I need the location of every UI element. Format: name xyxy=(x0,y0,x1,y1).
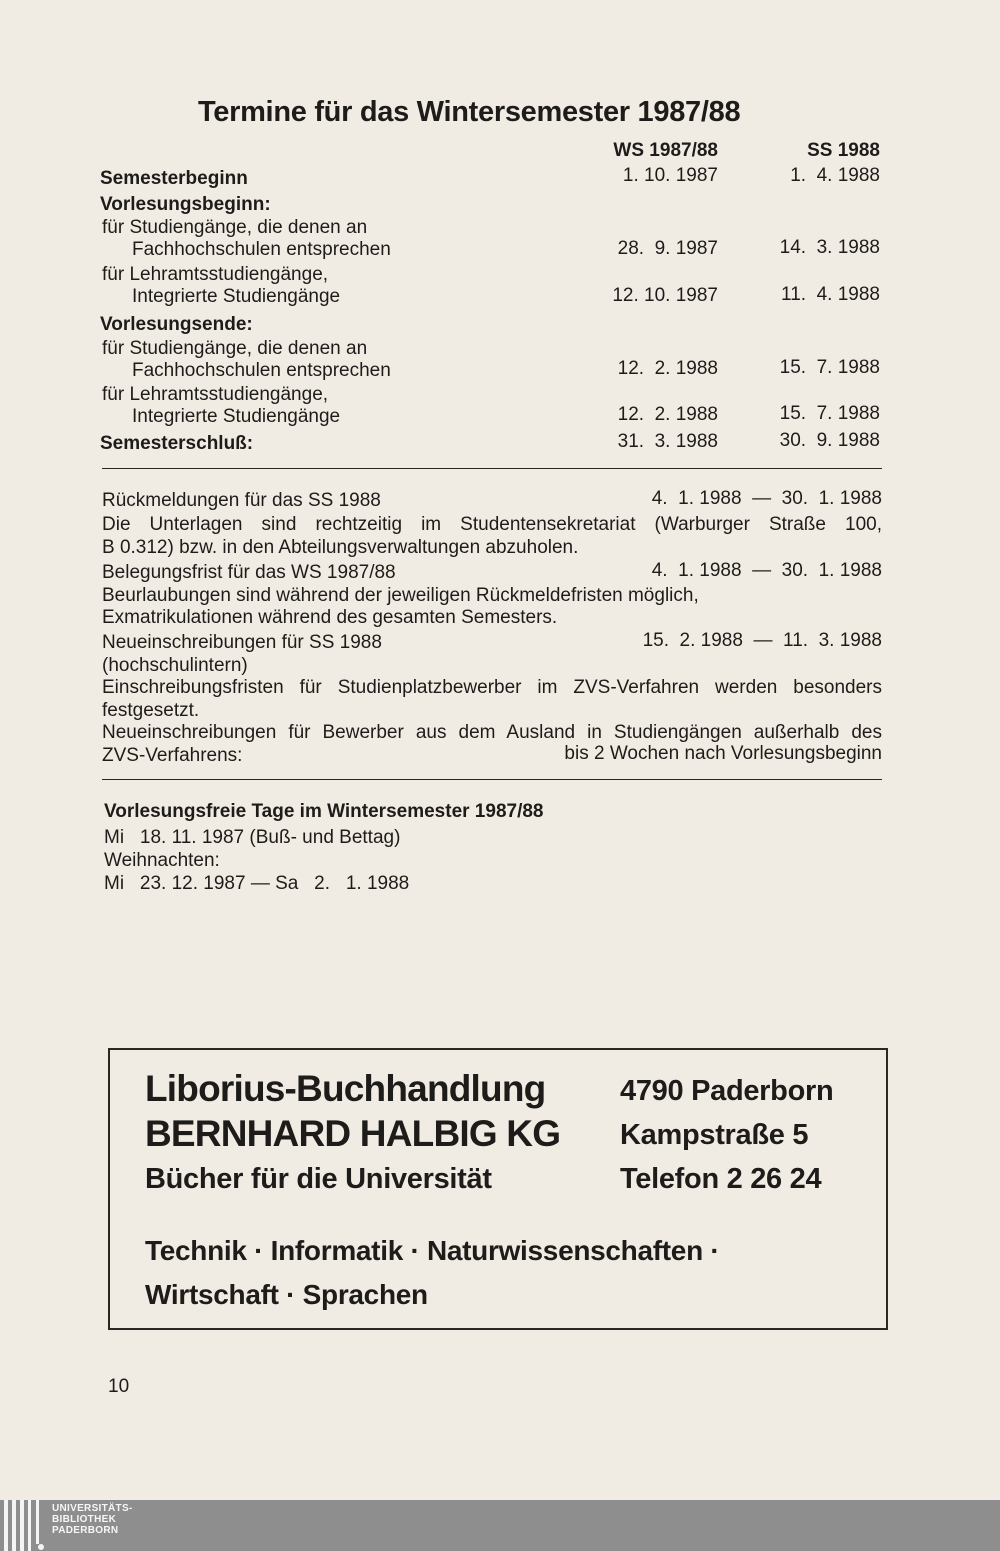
library-name-line3: PADERBORN xyxy=(52,1525,119,1536)
ad-store-name: Liborius-Buchhandlung xyxy=(145,1068,546,1109)
beurlaubung-line1: Beurlaubungen sind während der jeweiligen Rückmeldefristen möglich, xyxy=(102,585,699,606)
semesterbeginn-label: Semesterbeginn xyxy=(100,168,248,189)
vorlesungsbeginn-label: Vorlesungsbeginn: xyxy=(100,194,271,215)
ad-street: Kampstraße 5 xyxy=(620,1119,809,1151)
page-title: Termine für das Wintersemester 1987/88 xyxy=(198,96,741,128)
ausland-line2: ZVS-Verfahrens: xyxy=(102,745,243,766)
beurlaubung-line2: Exmatrikulationen während des gesamten Semesters. xyxy=(102,607,558,628)
ad-company-name: BERNHARD HALBIG KG xyxy=(145,1113,561,1154)
ad-city: 4790 Paderborn xyxy=(620,1075,834,1107)
ad-slogan: Bücher für die Universität xyxy=(145,1163,492,1195)
column-header-ss: SS 1988 xyxy=(807,140,880,161)
ad-subjects-line2: Wirtschaft · Sprachen xyxy=(145,1279,428,1310)
vorlesungsbeginn-fh-line1: für Studiengänge, die denen an xyxy=(102,217,368,238)
vorlesungsende-la-ws: 12. 2. 1988 xyxy=(617,404,718,425)
vorlesungsende-la-ss: 15. 7. 1988 xyxy=(779,403,880,424)
vorlesungsbeginn-fh-line2: Fachhochschulen entsprechen xyxy=(132,239,391,260)
page-number: 10 xyxy=(108,1376,130,1397)
unterlagen-line2: B 0.312) bzw. in den Abteilungsverwaltungen abzuholen. xyxy=(102,537,579,558)
library-name-line1: UNIVERSITÄTS- xyxy=(52,1503,133,1514)
neueinschreibung-label: Neueinschreibungen für SS 1988 xyxy=(102,632,382,653)
library-logo-icon xyxy=(0,1500,50,1551)
holidays-line1: Mi 18. 11. 1987 (Buß- und Bettag) xyxy=(104,827,401,848)
neueinschreibung-note: (hochschulintern) xyxy=(102,655,248,676)
ausland-line1: Neueinschreibungen für Bewerber aus dem Ausland in Studiengängen außerhalb des xyxy=(102,722,882,743)
semesterschluss-ws: 31. 3. 1988 xyxy=(617,431,718,452)
semesterschluss-label: Semesterschluß: xyxy=(100,433,254,454)
vorlesungsbeginn-la-ss: 11. 4. 1988 xyxy=(781,284,880,305)
vorlesungsende-la-line1: für Lehramtsstudiengänge, xyxy=(102,384,329,405)
ausland-deadline: bis 2 Wochen nach Vorlesungsbeginn xyxy=(564,743,882,764)
library-name-line2: BIBLIOTHEK xyxy=(52,1514,117,1525)
semesterschluss-ss: 30. 9. 1988 xyxy=(779,430,880,451)
zvs-line2: festgesetzt. xyxy=(102,700,200,721)
semesterbeginn-ws: 1. 10. 1987 xyxy=(622,165,718,186)
belegung-dates: 4. 1. 1988 — 30. 1. 1988 xyxy=(651,560,882,581)
holidays-heading: Vorlesungsfreie Tage im Wintersemester 1987/88 xyxy=(104,801,544,822)
unterlagen-line1: Die Unterlagen sind rechtzeitig im Studentensekretariat (Warburger Straße 100, xyxy=(102,514,882,535)
ad-subjects-line1: Technik · Informatik · Naturwissenschaften · xyxy=(145,1235,720,1266)
belegung-label: Belegungsfrist für das WS 1987/88 xyxy=(102,562,396,583)
vorlesungsende-la-line2: Integrierte Studiengänge xyxy=(132,406,341,427)
library-footer xyxy=(0,1500,1000,1551)
holidays-line2: Weihnachten: xyxy=(104,850,220,871)
zvs-line1: Einschreibungsfristen für Studienplatzbewerber im ZVS-Verfahren werden besonders xyxy=(102,677,882,698)
rueckmeldung-label: Rückmeldungen für das SS 1988 xyxy=(102,490,381,511)
column-header-ws: WS 1987/88 xyxy=(613,140,718,161)
semesterbeginn-ss: 1. 4. 1988 xyxy=(790,165,880,186)
vorlesungsbeginn-la-line2: Integrierte Studiengänge xyxy=(132,286,341,307)
neueinschreibung-dates: 15. 2. 1988 — 11. 3. 1988 xyxy=(642,630,882,651)
holidays-line3: Mi 23. 12. 1987 — Sa 2. 1. 1988 xyxy=(104,873,410,894)
vorlesungsbeginn-la-line1: für Lehramtsstudiengänge, xyxy=(102,264,329,285)
ad-phone: Telefon 2 26 24 xyxy=(620,1163,822,1195)
vorlesungsende-fh-line1: für Studiengänge, die denen an xyxy=(102,338,368,359)
rueckmeldung-dates: 4. 1. 1988 — 30. 1. 1988 xyxy=(651,488,882,509)
vorlesungsende-fh-line2: Fachhochschulen entsprechen xyxy=(132,360,391,381)
vorlesungsende-fh-ws: 12. 2. 1988 xyxy=(617,358,718,379)
vorlesungsende-label: Vorlesungsende: xyxy=(100,314,253,335)
vorlesungsbeginn-fh-ws: 28. 9. 1987 xyxy=(617,238,718,259)
divider-top xyxy=(102,468,882,469)
divider-bottom xyxy=(102,779,882,780)
library-name xyxy=(52,1503,133,1536)
vorlesungsbeginn-fh-ss: 14. 3. 1988 xyxy=(779,237,880,258)
bookstore-advertisement xyxy=(108,1048,888,1330)
vorlesungsende-fh-ss: 15. 7. 1988 xyxy=(779,357,880,378)
vorlesungsbeginn-la-ws: 12. 10. 1987 xyxy=(612,285,718,306)
